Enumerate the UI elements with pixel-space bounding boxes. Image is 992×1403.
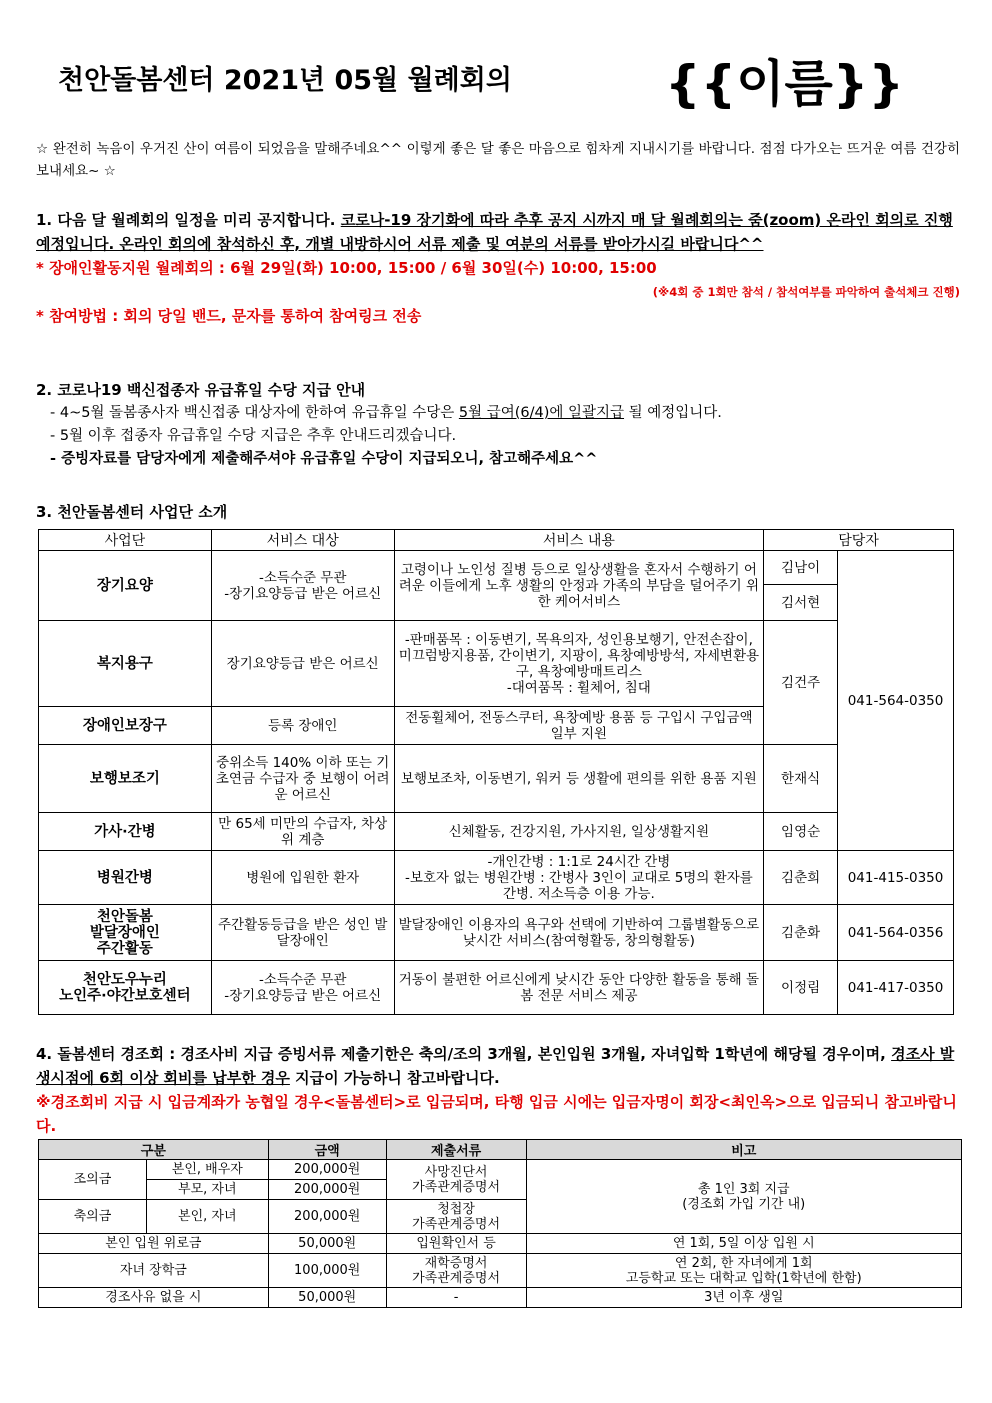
unit-manager: 김서현	[764, 585, 838, 621]
page-title: 천안돌봄센터 2021년 05월 월례회의	[58, 65, 512, 96]
section-2-line-3: - 증빙자료를 담당자에게 제출해주셔야 유급휴일 수당이 지급되오니, 참고해주세요^^	[50, 451, 598, 467]
amount: 100,000원	[268, 1254, 386, 1288]
section-2-line-1: - 4~5월 돌봄종사자 백신접종 대상자에 한하여 유급휴일 수당은 5월 급여(6/4)에 일괄지급 될 예정입니다.	[50, 405, 722, 421]
unit-phone: 041-415-0350	[838, 851, 954, 905]
table-header-row	[39, 1140, 962, 1160]
category: 축의금	[39, 1200, 147, 1234]
amount: 200,000원	[268, 1180, 386, 1200]
section-3-title: 3. 천안돌봄센터 사업단 소개	[36, 503, 228, 521]
unit-manager: 한재식	[764, 745, 838, 813]
remarks: 연 1회, 5일 이상 입원 시	[526, 1234, 962, 1254]
section-2-title: 2. 코로나19 백신접종자 유급휴일 수당 지급 안내	[36, 381, 366, 399]
table-row	[39, 551, 954, 585]
amount: 50,000원	[268, 1234, 386, 1254]
unit-content: 전동휠체어, 전동스쿠터, 욕창예방 용품 등 구입시 구입금액 일부 지원	[394, 707, 764, 745]
category: 경조사유 없을 시	[39, 1288, 269, 1308]
unit-manager: 김남이	[764, 551, 838, 585]
unit-target: 중위소득 140% 이하 또는 기초연금 수급자 중 보행이 어려운 어르신	[211, 745, 394, 813]
documents: 청첩장 가족관계증명서	[386, 1200, 526, 1234]
section-4-text: 4. 돌봄센터 경조회 : 경조사비 지급 증빙서류 제출기한은 축의/조의 3개월, 본인입원 3개월, 자녀입학 1학년에 해당될 경우이며, 경조사 발생시점에 6회 이상 회비를 납부한 경우 지급이 가능하니 참고바랍니다.	[36, 1045, 955, 1087]
documents: 재학증명서 가족관계증명서	[386, 1254, 526, 1288]
unit-name: 가사·간병	[39, 813, 212, 851]
unit-name: 장기요양	[39, 551, 212, 621]
unit-manager: 김춘화	[764, 905, 838, 961]
unit-name: 천안돌봄 발달장애인 주간활동	[39, 905, 212, 961]
subcategory: 본인, 자녀	[146, 1200, 268, 1234]
category: 자녀 장학금	[39, 1254, 269, 1288]
unit-manager: 임영순	[764, 813, 838, 851]
category: 조의금	[39, 1160, 147, 1200]
table-row	[39, 961, 954, 1015]
condolence-table	[38, 1139, 962, 1308]
unit-content: -개인간병 : 1:1로 24시간 간병 -보호자 없는 병원간병 : 간병사 3인이 교대로 5명의 환자를 간병. 저소득층 이용 가능.	[394, 851, 764, 905]
remarks: 총 1인 3회 지급 (경조회 가입 기간 내)	[526, 1160, 962, 1234]
table-row	[39, 1160, 962, 1180]
unit-name: 천안도우누리 노인주·야간보호센터	[39, 961, 212, 1015]
table-row	[39, 851, 954, 905]
section-1	[36, 208, 960, 328]
unit-name: 장애인보장구	[39, 707, 212, 745]
amount: 200,000원	[268, 1160, 386, 1180]
table-row	[39, 905, 954, 961]
subcategory: 본인, 배우자	[146, 1160, 268, 1180]
deposit-note: ※경조회비 지급 시 입금계좌가 농협일 경우<돌봄센터>로 입금되며, 타행 입금 시에는 입금자명이 회장<최인옥>으로 입금되니 참고바랍니다.	[36, 1093, 957, 1135]
unit-target: -소득수준 무관 -장기요양등급 받은 어르신	[211, 551, 394, 621]
unit-phone: 041-564-0350	[838, 551, 954, 851]
header-remarks: 비고	[526, 1140, 962, 1160]
unit-phone: 041-564-0356	[838, 905, 954, 961]
amount: 200,000원	[268, 1200, 386, 1234]
header-unit: 사업단	[39, 530, 212, 551]
amount: 50,000원	[268, 1288, 386, 1308]
name-placeholder: {{이름}}	[665, 55, 904, 113]
meeting-schedule: * 장애인활동지원 월례회의 : 6월 29일(화) 10:00, 15:00 / 6월 30일(수) 10:00, 15:00	[36, 259, 657, 277]
unit-name: 보행보조기	[39, 745, 212, 813]
unit-target: -소득수준 무관 -장기요양등급 받은 어르신	[211, 961, 394, 1015]
header-manager: 담당자	[764, 530, 954, 551]
unit-phone: 041-417-0350	[838, 961, 954, 1015]
unit-name: 병원간병	[39, 851, 212, 905]
table-row	[39, 745, 954, 813]
unit-target: 병원에 입원한 환자	[211, 851, 394, 905]
documents: -	[386, 1288, 526, 1308]
subcategory: 부모, 자녀	[146, 1180, 268, 1200]
unit-name: 복지용구	[39, 621, 212, 707]
participation-method: * 참여방법 : 회의 당일 밴드, 문자를 통하여 참여링크 전송	[36, 307, 422, 325]
table-header-row	[39, 530, 954, 551]
header-amount: 금액	[268, 1140, 386, 1160]
remarks: 연 2회, 한 자녀에게 1회 고등학교 또는 대학교 입학(1학년에 한함)	[526, 1254, 962, 1288]
greeting-text: ☆ 완전히 녹음이 우거진 산이 여름이 되었음을 말해주네요^^ 이렇게 좋은 달 좋은 마음으로 힘차게 지내시기를 바랍니다. 점점 다가오는 뜨거운 여름 건강히 보내세요~ ☆	[36, 141, 960, 179]
unit-content: 발달장애인 이용자의 욕구와 선택에 기반하여 그룹별활동으로 낮시간 서비스(참여형활동, 창의형활동)	[394, 905, 764, 961]
section-1-text: 1. 다음 달 월례회의 일정을 미리 공지합니다. 코로나-19 장기화에 따라 추후 공지 시까지 매 달 월례회의는 줌(zoom) 온라인 회의로 진행 예정입니다. 온라인 회의에 참석하신 후, 개별 내방하시어 서류 제출 및 여분의 서류를 받아가시길 바랍니다^^	[36, 211, 953, 253]
attendance-note: (※4회 중 1회만 참석 / 참석여부를 파악하여 출석체크 진행)	[652, 285, 960, 299]
unit-manager: 김건주	[764, 621, 838, 745]
unit-manager: 이정림	[764, 961, 838, 1015]
unit-manager: 김춘희	[764, 851, 838, 905]
header-target: 서비스 대상	[211, 530, 394, 551]
table-row	[39, 1288, 962, 1308]
header-content: 서비스 내용	[394, 530, 764, 551]
section-2-line-2: - 5월 이후 접종자 유급휴일 수당 지급은 추후 안내드리겠습니다.	[50, 428, 457, 444]
table-row	[39, 1234, 962, 1254]
category: 본인 입원 위로금	[39, 1234, 269, 1254]
unit-target: 등록 장애인	[211, 707, 394, 745]
unit-content: 고령이나 노인성 질병 등으로 일상생활을 혼자서 수행하기 어려운 이들에게 노후 생활의 안정과 가족의 부담을 덜어주기 위한 케어서비스	[394, 551, 764, 621]
unit-content: 거동이 불편한 어르신에게 낮시간 동안 다양한 활동을 통해 돌봄 전문 서비스 제공	[394, 961, 764, 1015]
section-4	[36, 1042, 960, 1138]
header-documents: 제출서류	[386, 1140, 526, 1160]
business-units-table	[38, 529, 954, 1015]
header-category: 구분	[39, 1140, 269, 1160]
section-2	[36, 378, 960, 471]
table-row	[39, 621, 954, 707]
unit-target: 주간활동등급을 받은 성인 발달장애인	[211, 905, 394, 961]
table-row	[39, 813, 954, 851]
unit-target: 만 65세 미만의 수급자, 차상위 계층	[211, 813, 394, 851]
documents: 입원확인서 등	[386, 1234, 526, 1254]
unit-target: 장기요양등급 받은 어르신	[211, 621, 394, 707]
table-row	[39, 1254, 962, 1288]
unit-content: 신체활동, 건강지원, 가사지원, 일상생활지원	[394, 813, 764, 851]
documents: 사망진단서 가족관계증명서	[386, 1160, 526, 1200]
unit-content: -판매품목 : 이동변기, 목욕의자, 성인용보행기, 안전손잡이, 미끄럼방지용품, 간이변기, 지팡이, 욕창예방방석, 자세변환용구, 욕창예방매트리스 -대여품목 : 휠체어, 침대	[394, 621, 764, 707]
remarks: 3년 이후 생일	[526, 1288, 962, 1308]
unit-content: 보행보조차, 이동변기, 워커 등 생활에 편의를 위한 용품 지원	[394, 745, 764, 813]
